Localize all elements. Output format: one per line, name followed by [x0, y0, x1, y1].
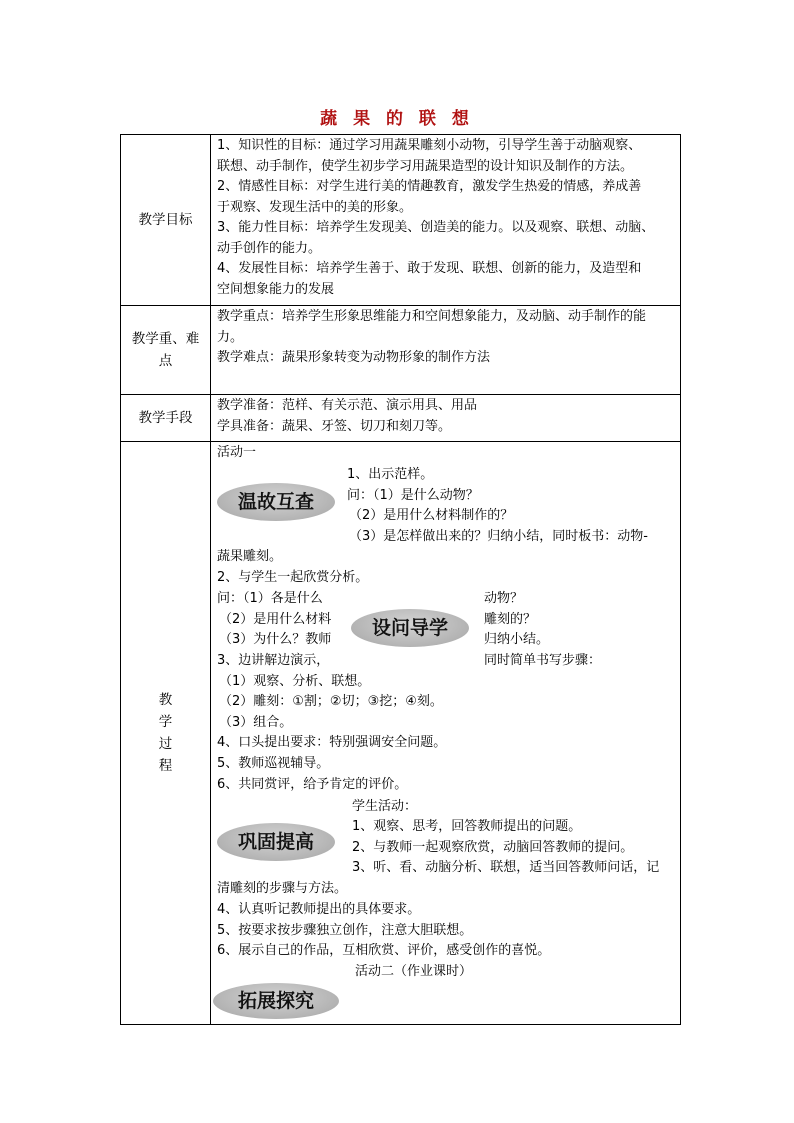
- means-label: 教学手段: [121, 395, 211, 442]
- goals-row: [121, 135, 681, 306]
- keypoints-row: [121, 306, 681, 395]
- step-line: （3）组合。: [219, 715, 293, 730]
- process-row: [121, 442, 681, 1025]
- keypoints-line: 力。: [217, 329, 244, 345]
- activity-two-heading: 活动二（作业课时）: [355, 964, 473, 979]
- goals-content: [211, 135, 681, 306]
- consolidate-badge: 巩固提高: [217, 823, 335, 861]
- student-tail-line: 5、按要求按步骤独立创作，注意大胆联想。: [217, 923, 473, 938]
- step-line: 6、共同赏评，给予肯定的评价。: [217, 777, 408, 792]
- goals-line: 动手创作的能力。: [217, 240, 322, 256]
- keypoints-line: 教学重点：培养学生形象思维能力和空间想象能力，及动脑、动手制作的能: [217, 309, 647, 324]
- student-activity-line: 2、与教师一起观察欣赏，动脑回答教师的提问。: [352, 840, 634, 855]
- question-right-line: 归纳小结。: [484, 632, 550, 647]
- process-content: [211, 442, 681, 1025]
- question-left-line: （3）为什么？教师: [219, 632, 332, 647]
- process-label-char: 学: [158, 714, 173, 730]
- lesson-plan-table: [120, 134, 681, 1025]
- goals-line: 1、知识性的目标：通过学习用蔬果雕刻小动物，引导学生善于动脑观察、: [217, 138, 642, 153]
- appreciate-line: 2、与学生一起欣赏分析。: [217, 570, 369, 585]
- question-left-line: 问：（1）各是什么: [217, 591, 323, 606]
- step-line: （1）观察、分析、联想。: [219, 674, 371, 689]
- extension-badge: 拓展探究: [213, 983, 339, 1019]
- question-left-line: （2）是用什么材料: [219, 612, 332, 627]
- goals-line: 2、情感性目标：对学生进行美的情趣教育，激发学生热爱的情感，养成善: [217, 179, 642, 194]
- student-tail-line: 6、展示自己的作品，互相欣赏、评价，感受创作的喜悦。: [217, 943, 551, 958]
- goals-line: 4、发展性目标：培养学生善于、敢于发现、联想、创新的能力，及造型和: [217, 261, 642, 276]
- means-line: 教学准备：范样、有关示范、演示用具、用品: [217, 398, 478, 413]
- goals-line: 于观察、发现生活中的美的形象。: [217, 199, 413, 215]
- means-content: [211, 395, 681, 442]
- process-label-char: 程: [158, 758, 173, 774]
- step-line: 4、口头提出要求：特别强调安全问题。: [217, 735, 447, 750]
- question-right-line: 动物？: [484, 591, 524, 606]
- step-line: 5、教师巡视辅导。: [217, 756, 330, 771]
- question-right-line: 雕刻的？: [484, 612, 537, 627]
- show-sample-line: 1、出示范样。: [347, 467, 434, 482]
- student-activity-line: 学生活动：: [352, 799, 418, 814]
- student-activity-line: 3、听、看、动脑分析、联想，适当回答教师问话，记: [352, 860, 660, 875]
- goals-label: 教学目标: [121, 135, 211, 306]
- means-line: 学具准备：蔬果、牙签、切刀和刻刀等。: [217, 418, 452, 434]
- keypoints-line: 教学难点：蔬果形象转变为动物形象的制作方法: [217, 350, 491, 365]
- document-title: 蔬 果 的 联 想: [320, 109, 474, 129]
- process-label-char: 过: [158, 736, 173, 752]
- process-label-char: 教: [158, 692, 173, 708]
- student-activity-line: 1、观察、思考，回答教师提出的问题。: [352, 819, 582, 834]
- carving-line: 蔬果雕刻。: [217, 549, 283, 564]
- question-line: （3）是怎样做出来的？归纳小结，同时板书：动物-: [349, 529, 648, 544]
- keypoints-label-line: 点: [158, 353, 173, 369]
- goals-line: 3、能力性目标：培养学生发现美、创造美的能力。以及观察、联想、动脑、: [217, 220, 655, 235]
- activity-one-heading: 活动一: [217, 445, 257, 460]
- process-label: [121, 442, 211, 1025]
- demo-steps-line: 同时简单书写步骤：: [484, 653, 602, 668]
- review-badge: 温故互查: [217, 483, 335, 521]
- step-line: （2）雕刻：①割；②切；③挖；④刻。: [219, 694, 443, 709]
- keypoints-label-line: 教学重、难: [131, 331, 200, 347]
- demo-line: 3、边讲解边演示，: [217, 653, 330, 668]
- keypoints-content: [211, 306, 681, 395]
- means-row: [121, 395, 681, 442]
- student-tail-line: 清雕刻的步骤与方法。: [217, 881, 348, 896]
- question-line: 问：（1）是什么动物？: [347, 488, 479, 503]
- goals-line: 联想、动手制作，使学生初步学习用蔬果造型的设计知识及制作的方法。: [217, 158, 634, 174]
- goals-line: 空间想象能力的发展: [217, 281, 335, 297]
- student-tail-line: 4、认真听记教师提出的具体要求。: [217, 902, 421, 917]
- guided-question-badge: 设问导学: [351, 609, 469, 647]
- question-line: （2）是用什么材料制作的？: [349, 508, 514, 523]
- keypoints-label: [121, 306, 211, 395]
